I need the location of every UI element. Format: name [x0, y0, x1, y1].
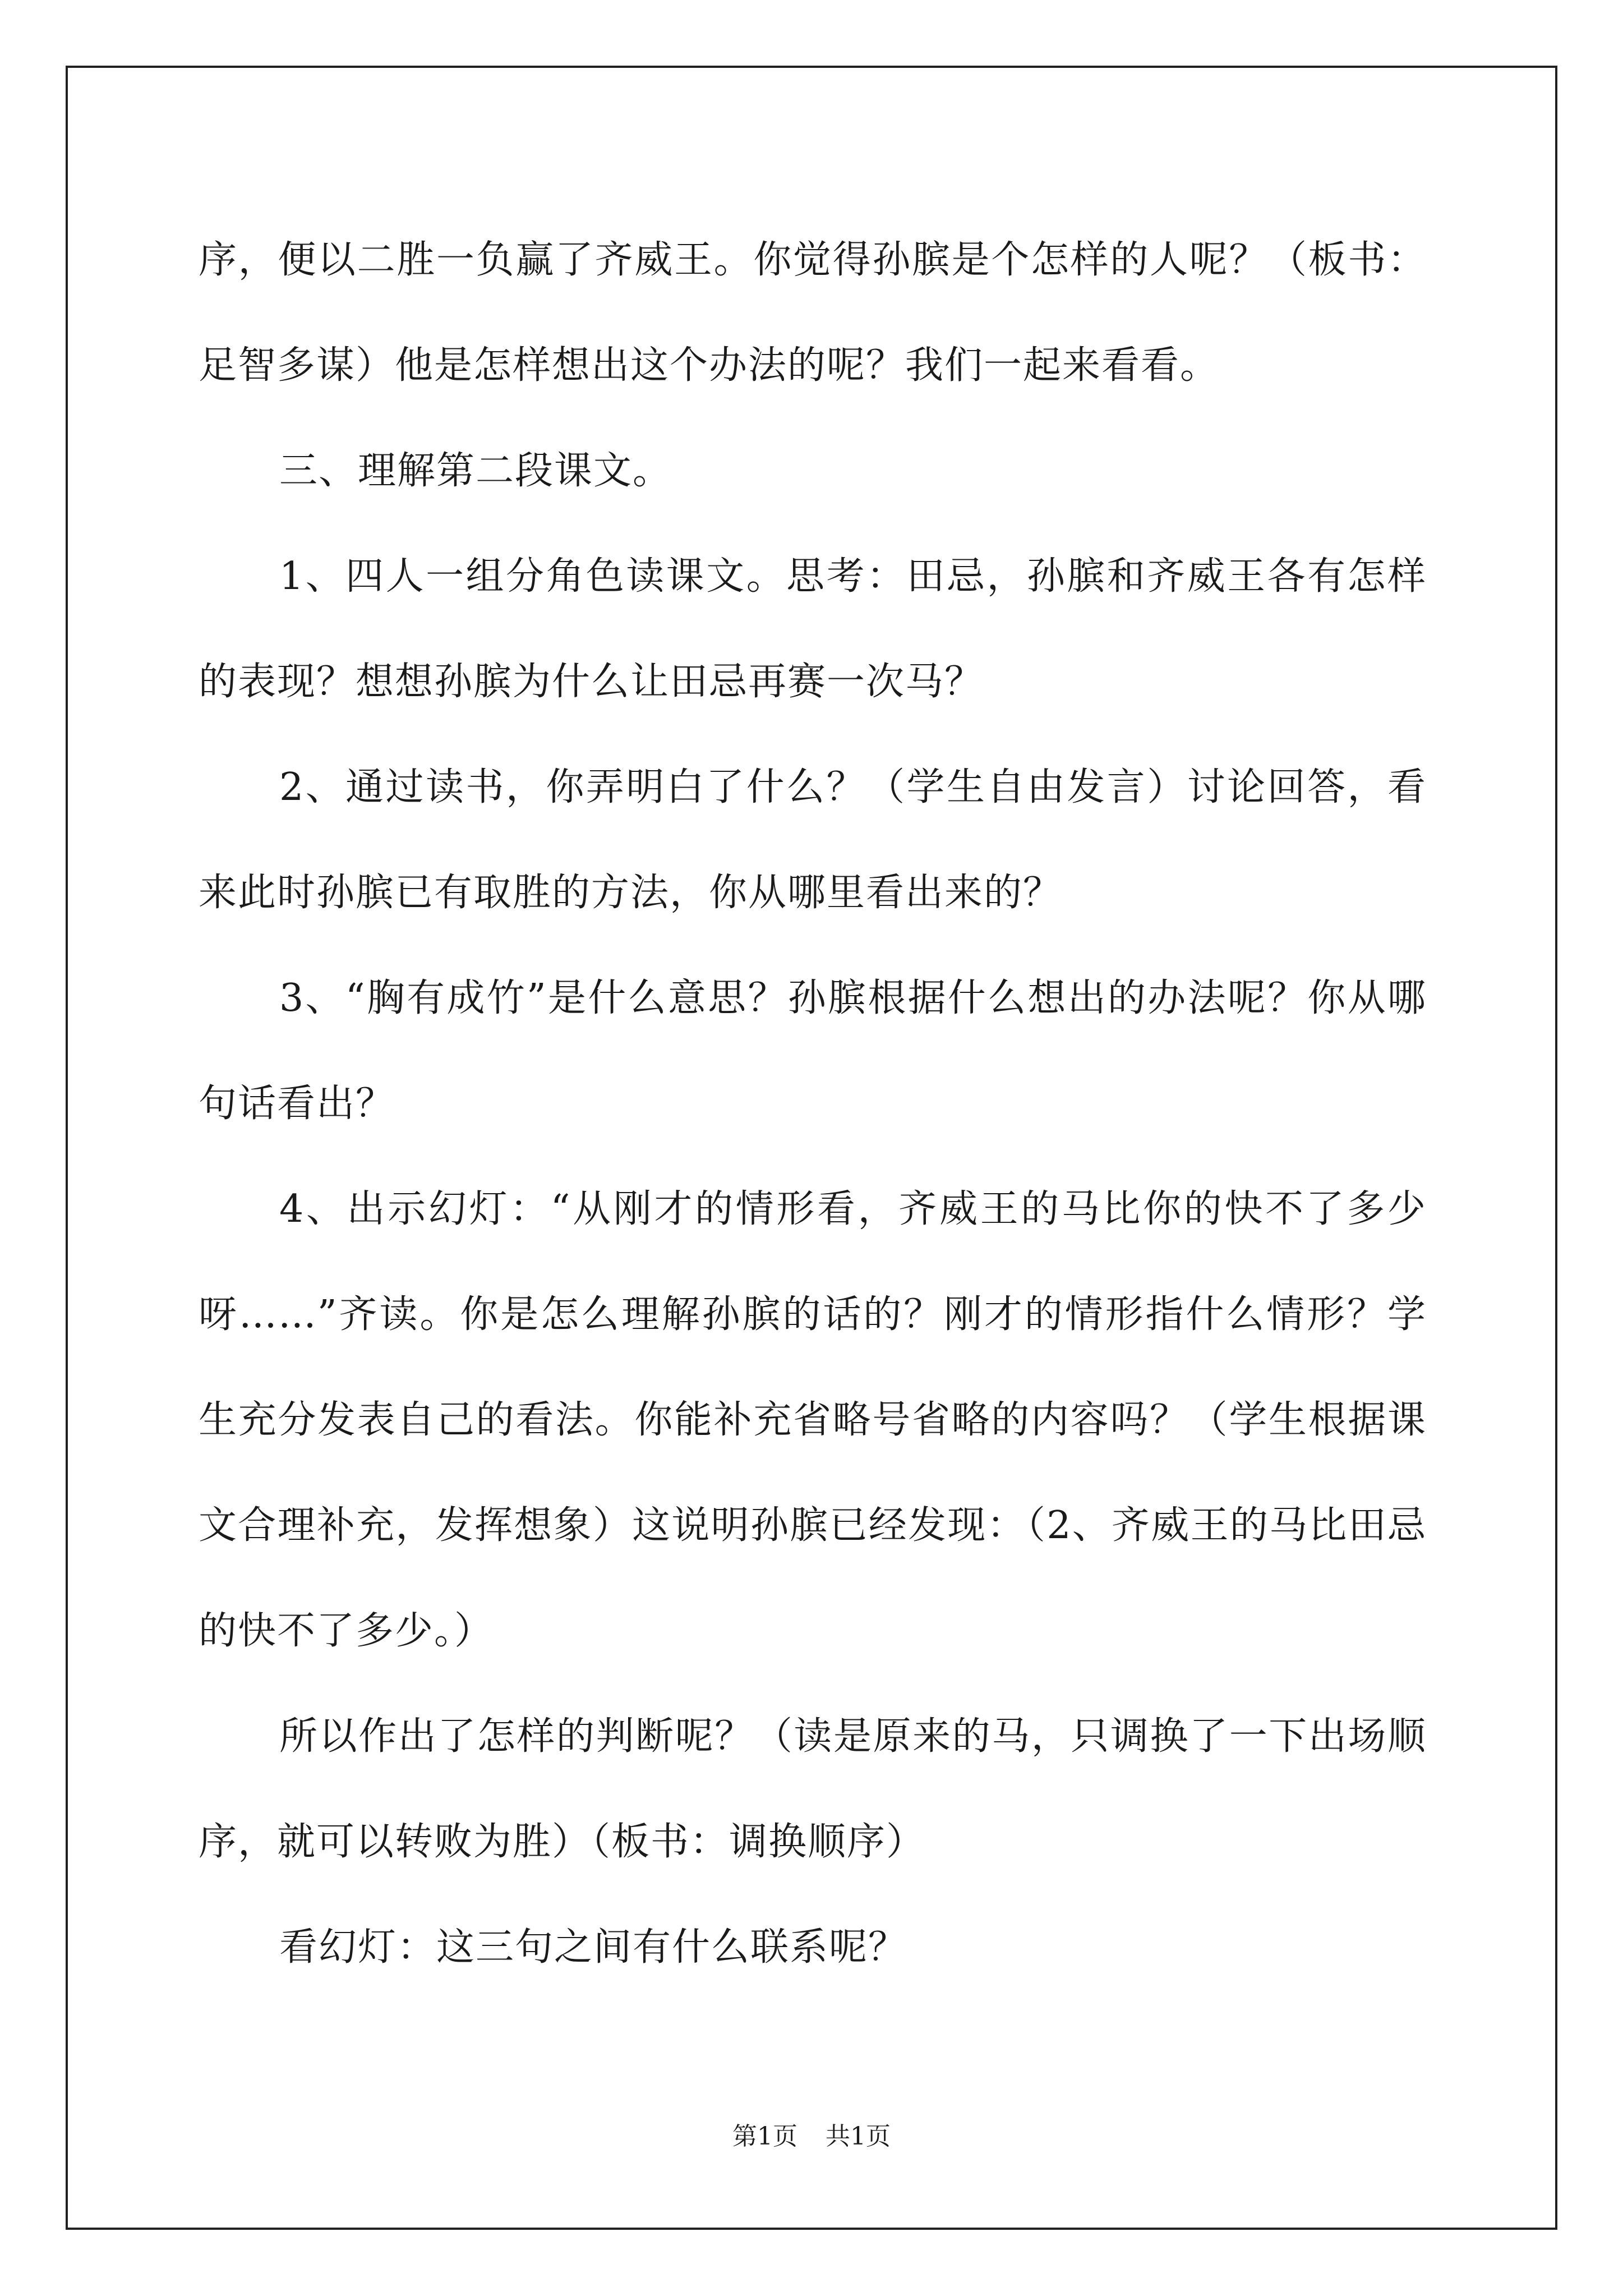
- paragraph-6: 4、出示幻灯：“从刚才的情形看，齐威王的马比你的快不了多少呀……”齐读。你是怎么理解孙膑的话的？刚才的情形指什么情形？学生充分发表自己的看法。你能补充省略号省略的内容吗？（学生根据课文合理补充，发挥想象）这说明孙膑已经发现：（2、齐威王的马比田忌的快不了多少。）: [199, 1187, 1427, 1653]
- page-number: 第1页: [732, 2122, 797, 2151]
- paragraph-7: 所以作出了怎样的判断呢？（读是原来的马，只调换了一下出场顺序，就可以转败为胜）（板书：调换顺序）: [199, 1714, 1427, 1864]
- paragraph-4: 2、通过读书，你弄明白了什么？（学生自由发言）讨论回答，看来此时孙膑已有取胜的方法，你从哪里看出来的？: [199, 765, 1427, 915]
- document-body: [199, 208, 1427, 2000]
- page-footer: [0, 2116, 1623, 2152]
- paragraph-5: 3、“胸有成竹”是什么意思？孙膑根据什么想出的办法呢？你从哪句话看出？: [199, 976, 1427, 1126]
- paragraph-1: 序，便以二胜一负赢了齐威王。你觉得孙膑是个怎样的人呢？（板书：足智多谋）他是怎样想出这个办法的呢？我们一起来看看。: [199, 238, 1427, 388]
- paragraph-2: 三、理解第二段课文。: [279, 449, 672, 493]
- paragraph-3: 1、四人一组分角色读课文。思考：田忌，孙膑和齐威王各有怎样的表现？想想孙膑为什么让田忌再赛一次马？: [199, 554, 1427, 704]
- page-total: 共1页: [826, 2122, 891, 2151]
- paragraph-8: 看幻灯：这三句之间有什么联系呢？: [279, 1925, 908, 1970]
